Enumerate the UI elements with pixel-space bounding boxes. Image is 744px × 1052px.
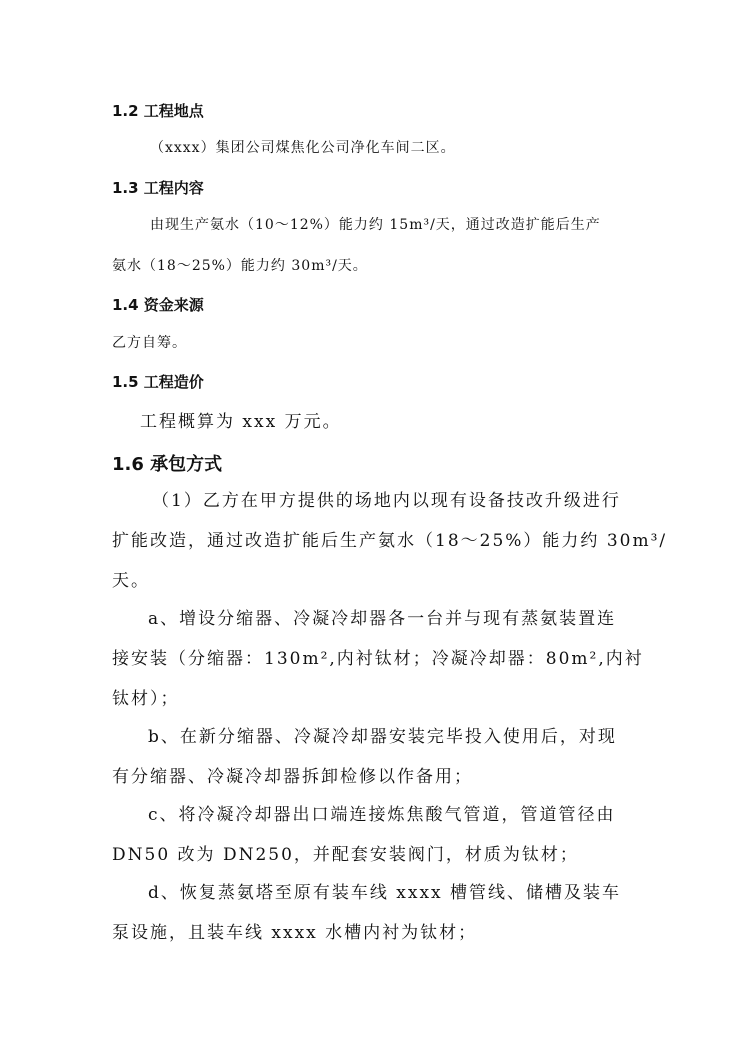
heading-1-5: 1.5 工程造价 <box>112 373 204 391</box>
paragraph-line: 泵设施，且装车线 xxxx 水槽内衬为钛材； <box>112 923 478 943</box>
paragraph-line: d、恢复蒸氨塔至原有装车线 xxxx 槽管线、储槽及装车 <box>148 883 622 903</box>
heading-1-2: 1.2 工程地点 <box>112 102 204 120</box>
paragraph-line: 钛材）； <box>112 689 180 709</box>
paragraph-line: （xxxx）集团公司煤焦化公司净化车间二区。 <box>150 140 456 156</box>
paragraph-line: b、在新分缩器、冷凝冷却器安装完毕投入使用后，对现 <box>148 727 617 747</box>
paragraph-line: 由现生产氨水（10～12%）能力约 15m³/天，通过改造扩能后生产 <box>150 217 601 233</box>
heading-1-3: 1.3 工程内容 <box>112 179 204 197</box>
paragraph-line: 工程概算为 xxx 万元。 <box>140 412 342 432</box>
paragraph-line: 扩能改造，通过改造扩能后生产氨水（18～25%）能力约 30m³/ <box>112 531 668 551</box>
paragraph-line: DN50 改为 DN250，并配套安装阀门，材质为钛材； <box>112 845 579 865</box>
paragraph-line: （1）乙方在甲方提供的场地内以现有设备技改升级进行 <box>152 491 621 511</box>
paragraph-line: 氨水（18～25%）能力约 30m³/天。 <box>112 258 368 274</box>
heading-1-6: 1.6 承包方式 <box>112 454 223 475</box>
paragraph-line: c、将冷凝冷却器出口端连接炼焦酸气管道，管道管径由 <box>148 805 616 825</box>
paragraph-line: 接安装（分缩器：130m²,内衬钛材；冷凝冷却器：80m²,内衬 <box>112 649 644 669</box>
paragraph-line: a、增设分缩器、冷凝冷却器各一台并与现有蒸氨装置连 <box>148 609 617 629</box>
paragraph-line: 天。 <box>112 571 150 591</box>
paragraph-line: 乙方自筹。 <box>112 335 187 351</box>
heading-1-4: 1.4 资金来源 <box>112 296 204 314</box>
paragraph-line: 有分缩器、冷凝冷却器拆卸检修以作备用； <box>112 767 473 787</box>
